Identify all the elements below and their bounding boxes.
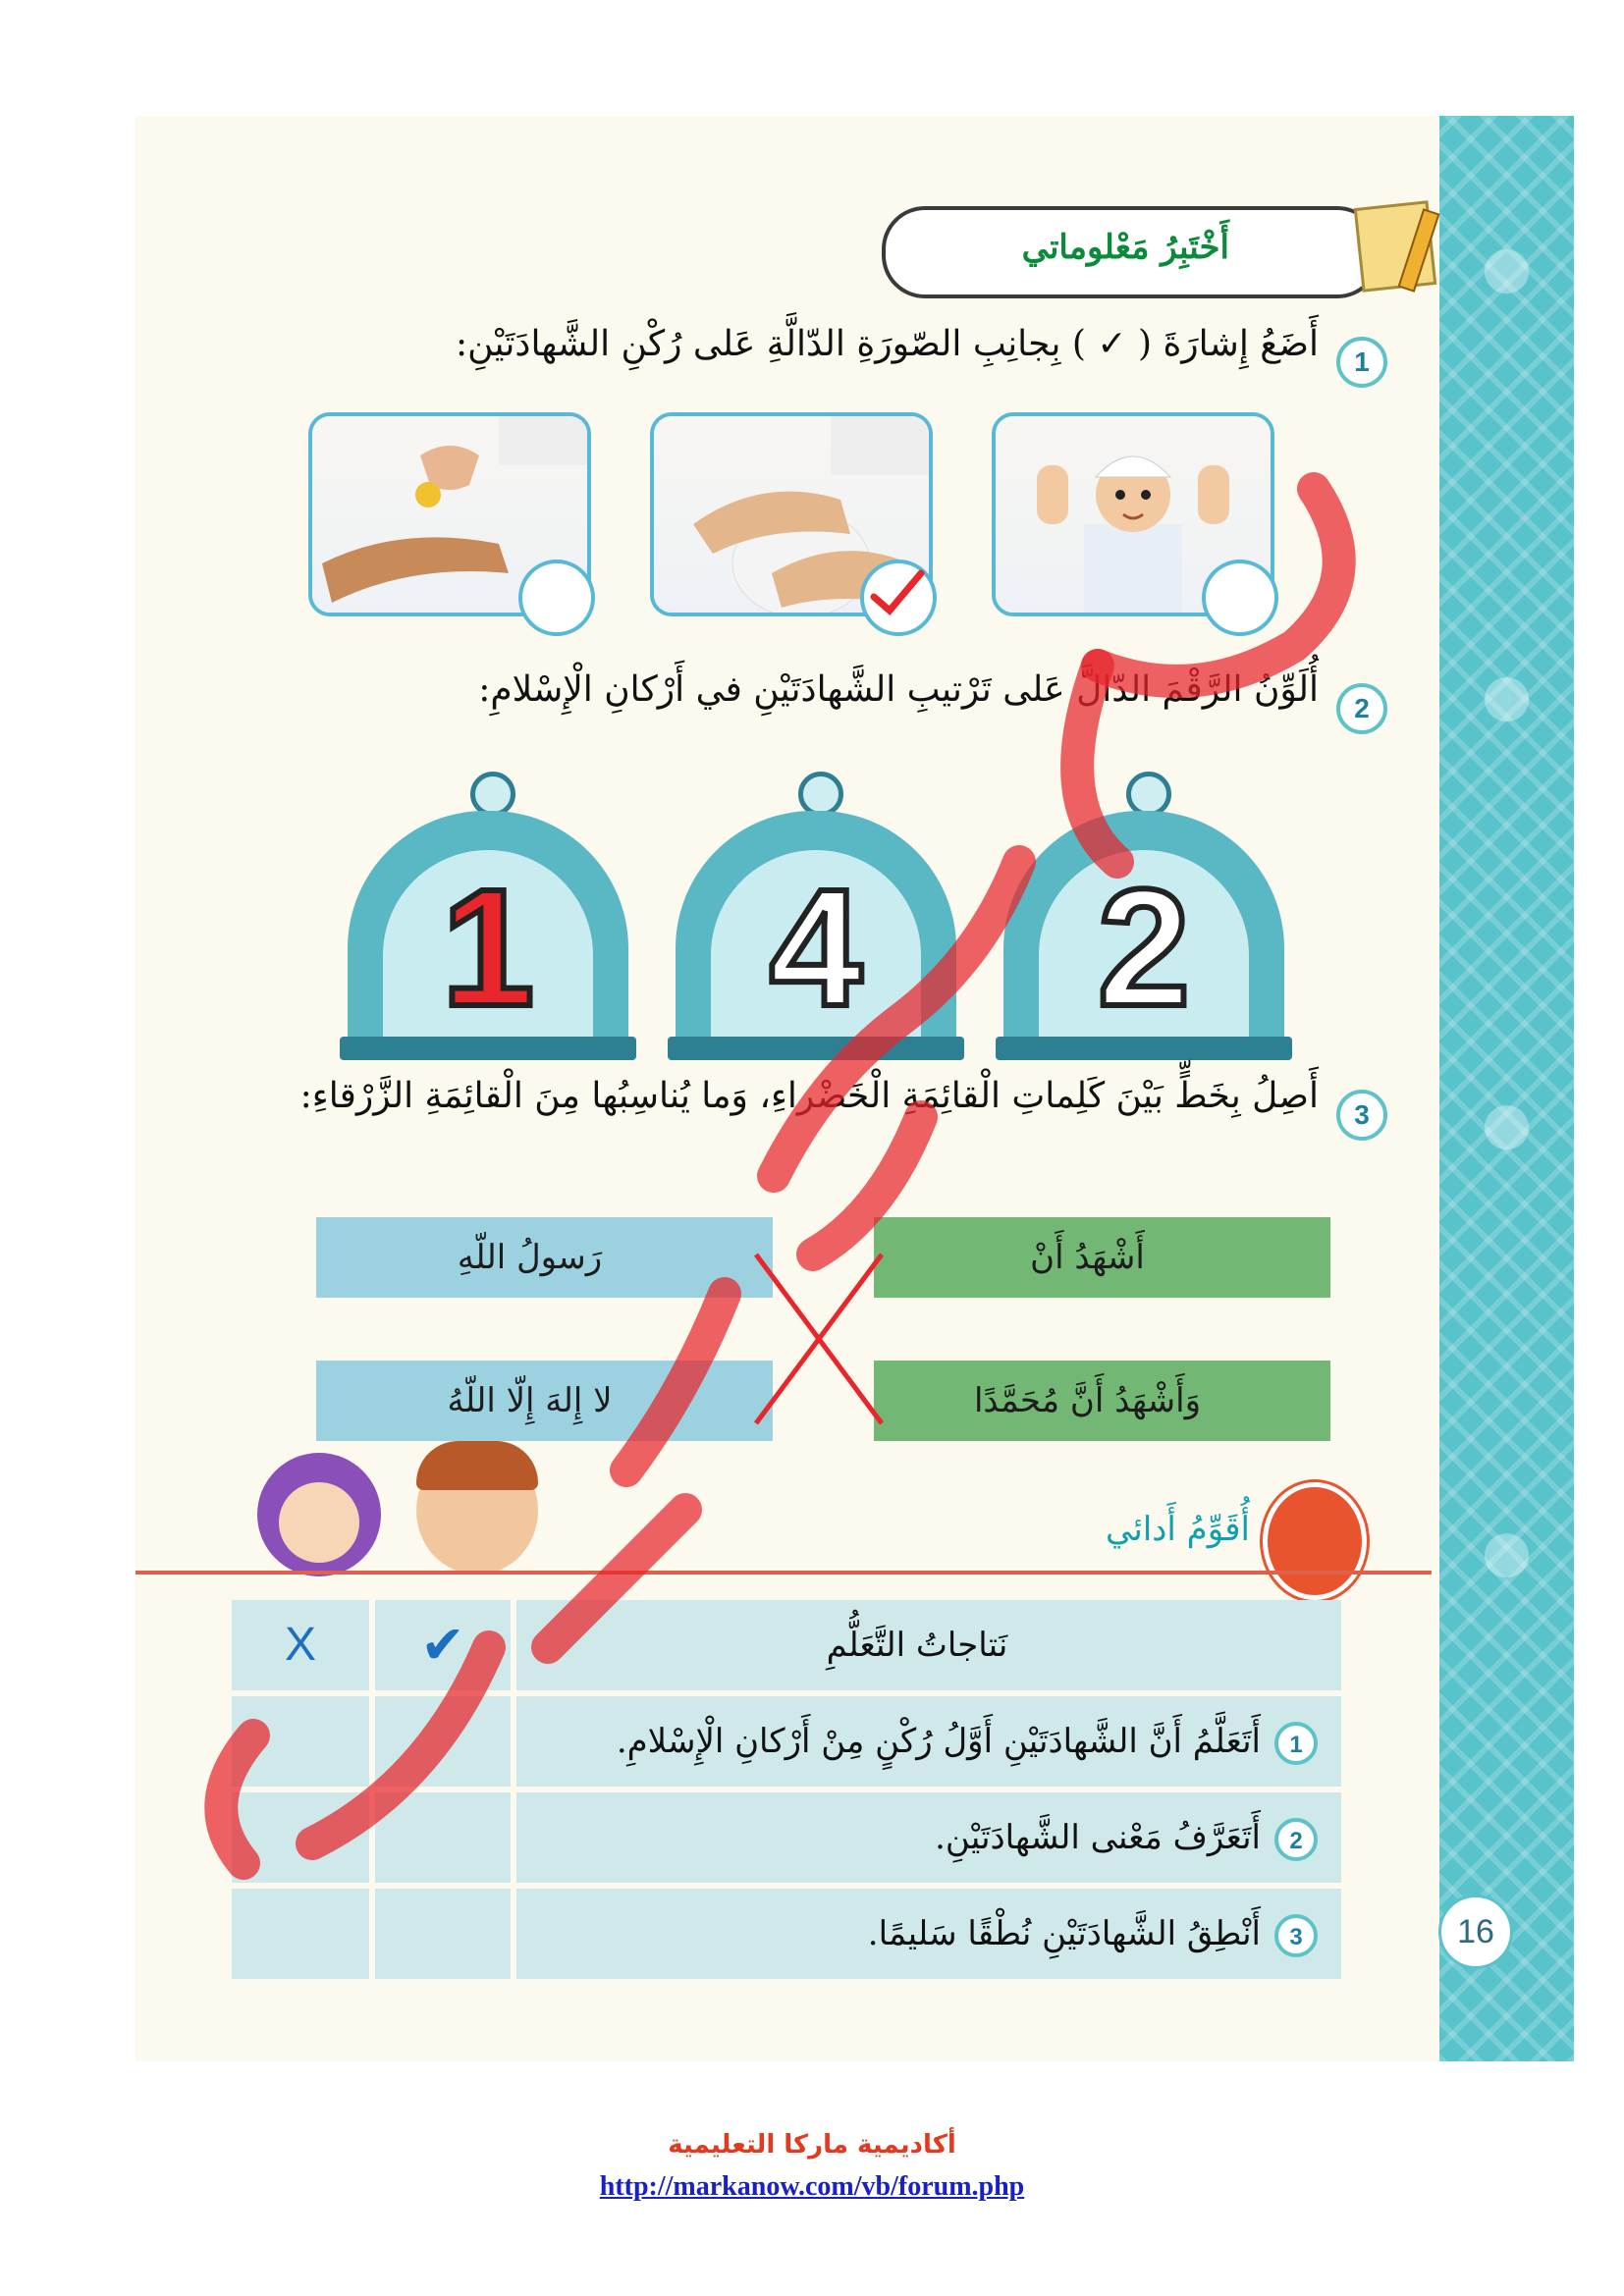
self-assessment-title: أُقَوِّمُ أَدائي <box>1106 1510 1250 1549</box>
section-title: أَخْتَبِرُ مَعْلوماتي <box>1021 228 1229 267</box>
outcomes-header: نَتاجاتُ التَّعَلُّمِ <box>516 1600 1341 1690</box>
blue-item-1[interactable]: رَسولُ اللّهِ <box>316 1217 773 1298</box>
yes-column-header: ✔ <box>375 1600 511 1690</box>
blue-item-2[interactable]: لا إِلهَ إِلّا اللّهُ <box>316 1361 773 1441</box>
table-row <box>232 1792 1341 1883</box>
table-row <box>232 1696 1341 1787</box>
table-row <box>232 1889 1341 1979</box>
yes-cell[interactable] <box>375 1889 511 1979</box>
question-1-number: 1 <box>1336 337 1387 388</box>
no-cell[interactable] <box>232 1792 369 1883</box>
section-divider <box>135 1571 1432 1575</box>
row-number: 1 <box>1274 1722 1318 1765</box>
section-title-banner <box>882 206 1380 298</box>
yes-cell[interactable] <box>375 1696 511 1787</box>
answer-circle-1[interactable] <box>1202 560 1278 636</box>
pencil-mascot-icon <box>1263 1482 1367 1600</box>
no-column-header: X <box>232 1600 369 1690</box>
row-number: 2 <box>1274 1818 1318 1861</box>
number-option-label: 2 <box>1097 855 1191 1041</box>
learning-outcomes-table <box>232 1600 1341 2042</box>
question-3-text: أَصِلُ بِخَطٍّ بَيْنَ كَلِماتِ الْقائِمَةِ الْخَضْراءِ، وَما يُناسِبُها مِنَ الْقائِمَةِ الزَّرْقاءِ: <box>299 1076 1319 1116</box>
question-2-number: 2 <box>1336 683 1387 734</box>
girl-illustration <box>257 1453 381 1576</box>
boy-illustration <box>416 1447 538 1575</box>
green-item-1[interactable]: أَشْهَدُ أَنْ <box>874 1217 1330 1298</box>
decorative-sidebar <box>1439 116 1574 2061</box>
question-3-number: 3 <box>1336 1090 1387 1141</box>
answer-circle-2[interactable] <box>860 560 937 636</box>
worksheet-page <box>135 116 1574 2061</box>
question-1-text: أَضَعُ إِشارَةَ ( ✓ ) بِجانِبِ الصّورَةِ الدّالَّةِ عَلى رُكْنِ الشَّهادَتَيْنِ: <box>456 324 1319 364</box>
row-number: 3 <box>1274 1914 1318 1957</box>
outcome-text: أَتَعَرَّفُ مَعْنى الشَّهادَتَيْنِ. <box>935 1818 1261 1857</box>
green-item-2[interactable]: وَأَشْهَدُ أَنَّ مُحَمَّدًا <box>874 1361 1330 1441</box>
number-option-2[interactable] <box>1003 772 1284 1056</box>
number-option-label: 1 <box>441 855 535 1041</box>
answer-circle-3[interactable] <box>518 560 595 636</box>
yes-cell[interactable] <box>375 1792 511 1883</box>
no-cell[interactable] <box>232 1889 369 1979</box>
number-option-label: 4 <box>769 855 863 1041</box>
page-number: 16 <box>1438 1895 1513 1969</box>
number-option-1-colored[interactable] <box>348 772 628 1056</box>
forum-link[interactable]: http://markanow.com/vb/forum.php <box>599 2171 1025 2202</box>
outcome-text: أَتَعَلَّمُ أَنَّ الشَّهادَتَيْنِ أَوَّلُ رُكْنٍ مِنْ أَرْكانِ الْإِسْلامِ. <box>616 1722 1261 1761</box>
academy-name: أكاديمية ماركا التعليمية <box>668 2130 956 2160</box>
question-2-text: أُلَوِّنُ الرَّقْمَ الدّالَّ عَلى تَرْتيبِ الشَّهادَتَيْنِ في أَرْكانِ الْإِسْلامِ: <box>478 669 1319 710</box>
no-cell[interactable] <box>232 1696 369 1787</box>
number-option-4[interactable] <box>676 772 956 1056</box>
outcome-text: أَنْطِقُ الشَّهادَتَيْنِ نُطْقًا سَليمًا. <box>867 1914 1261 1953</box>
table-header-row <box>232 1600 1341 1690</box>
